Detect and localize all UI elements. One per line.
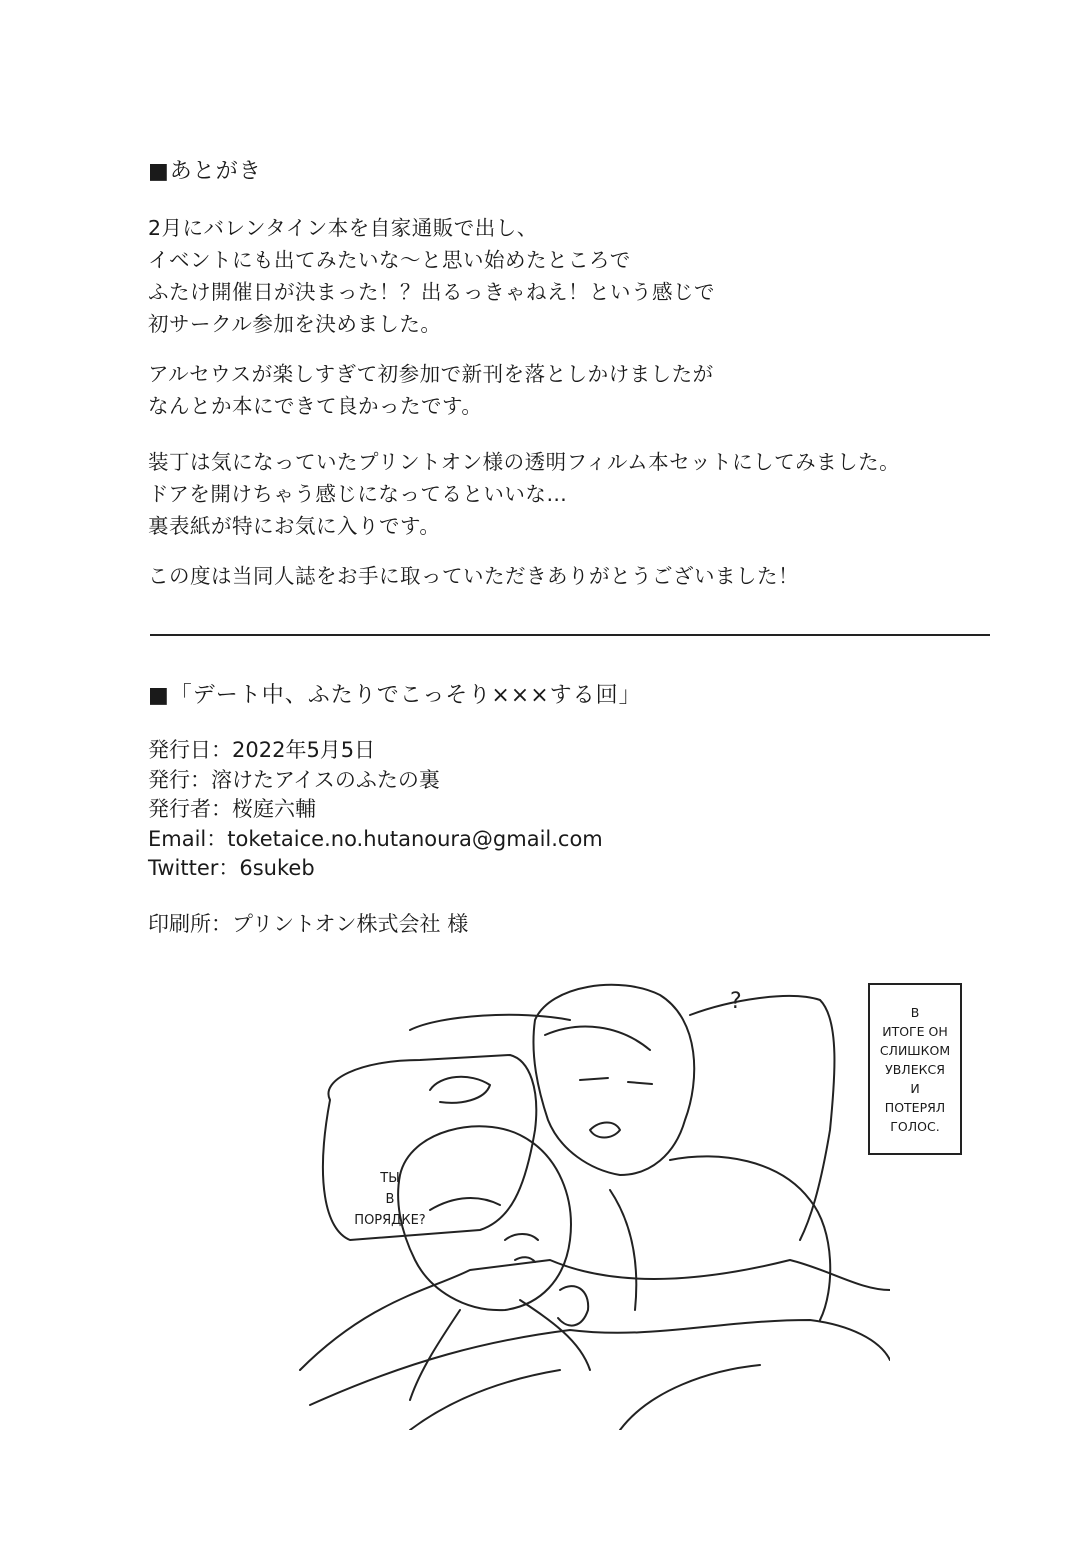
text-line: なんとか本にできて良かったです。 [148, 394, 483, 418]
caption-box [868, 983, 962, 1155]
confusion-mark: ? [730, 989, 742, 1014]
twitter: Twitter：6sukeb [148, 856, 315, 880]
afterword-paragraph-4 [148, 560, 799, 592]
colophon-info [148, 736, 603, 884]
afterword-paragraph-2 [148, 358, 714, 422]
divider [150, 634, 990, 636]
text-line: この度は当同人誌をお手に取っていただきありがとうございました！ [148, 564, 799, 588]
caption-line: ИТОГЕ ОН [882, 1023, 948, 1039]
text-line: 装丁は気になっていたプリントオン様の透明フィルム本セットにしてみました。 [148, 450, 901, 474]
publish-date: 発行日：2022年5月5日 [148, 738, 376, 762]
printer: 印刷所：プリントオン株式会社 様 [148, 912, 469, 936]
caption-line: В [910, 1004, 920, 1020]
caption-line: И [910, 1080, 920, 1096]
text-line: 2月にバレンタイン本を自家通販で出し、 [148, 216, 538, 240]
bubble-line: В [385, 1192, 395, 1207]
afterword-paragraph-1 [148, 212, 715, 340]
email: Email：toketaice.no.hutanoura@gmail.com [148, 826, 603, 851]
speech-bubble [348, 1168, 432, 1231]
text-line: 裏表紙が特にお気に入りです。 [148, 514, 441, 538]
text-line: ふたけ開催日が決まった！？出るっきゃねえ！という感じで [148, 280, 715, 304]
text-line: イベントにも出てみたいな〜と思い始めたところで [148, 248, 631, 272]
text-line: ドアを開けちゃう感じになってるといいな… [148, 482, 568, 506]
caption-line: УВЛЕКСЯ [885, 1061, 945, 1077]
publisher: 発行：溶けたアイスのふたの裏 [148, 767, 440, 792]
bubble-line: ТЫ [380, 1171, 400, 1186]
afterword-paragraph-3 [148, 446, 900, 542]
caption-line: ГОЛОС. [890, 1118, 940, 1134]
text-line: 初サークル参加を決めました。 [148, 312, 442, 336]
bubble-line: ПОРЯДКЕ? [354, 1213, 426, 1228]
colophon-title: ■「デート中、ふたりでこっそり×××する回」 [148, 683, 642, 708]
author: 発行者：桜庭六輔 [148, 797, 316, 821]
text-line: アルセウスが楽しすぎて初参加で新刊を落としかけましたが [148, 362, 714, 386]
afterword-title: ■あとがき [148, 159, 262, 184]
caption-line: ПОТЕРЯЛ [884, 1099, 946, 1115]
caption-line: СЛИШКОМ [879, 1042, 951, 1058]
